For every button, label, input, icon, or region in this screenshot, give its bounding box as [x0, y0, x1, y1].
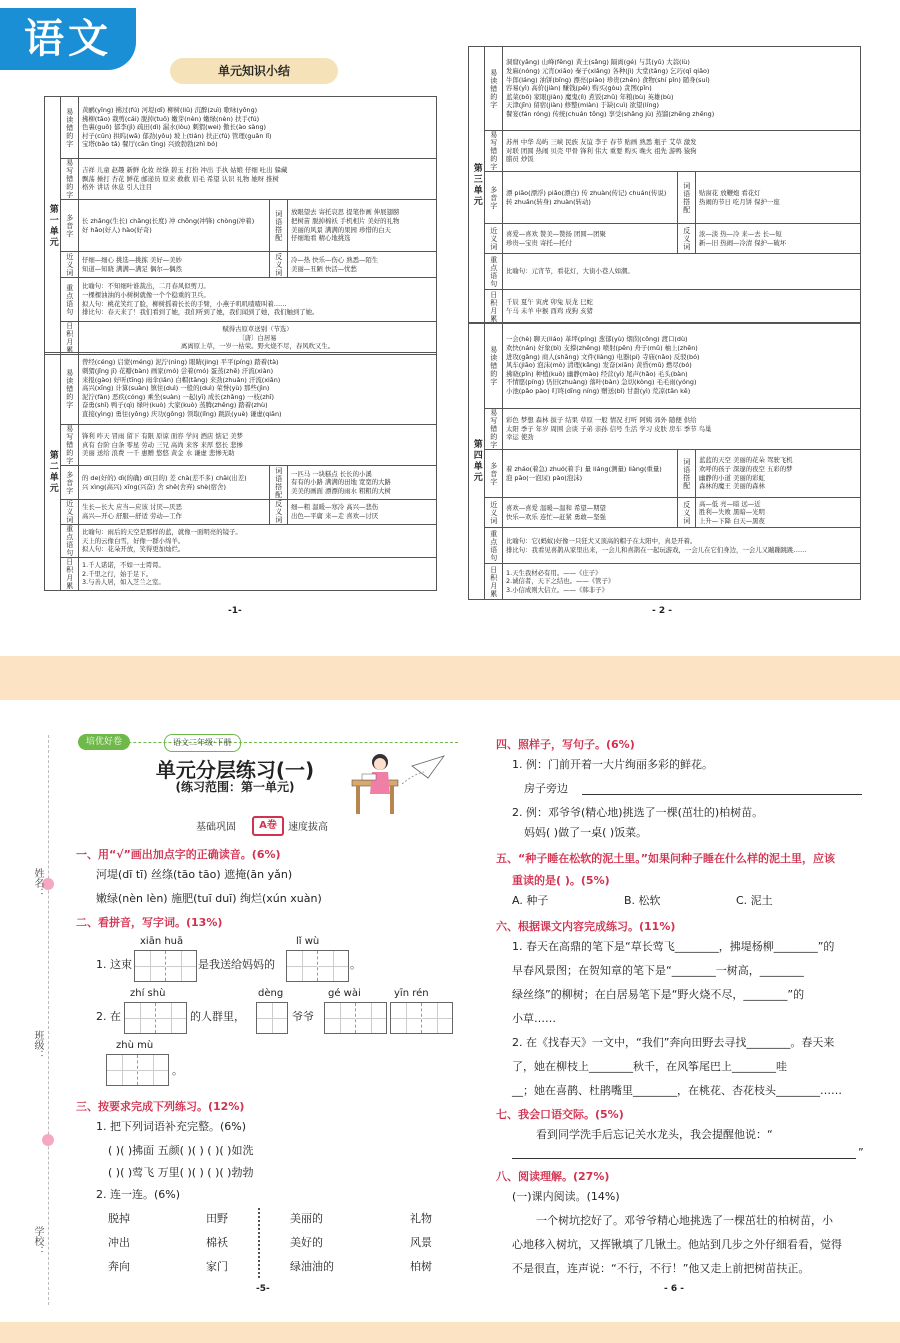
- bottom-band: [0, 1322, 900, 1343]
- margin-school-label: 学校：: [32, 1226, 43, 1256]
- u4-fanyi: 高—低 亮—暗 远—近 胜利—失败 黑暗—光明 上升—下降 白天—黑夜: [696, 498, 861, 528]
- s2-box-7[interactable]: [106, 1054, 169, 1086]
- s2-q1c: 。: [350, 958, 361, 971]
- header-grade: 语文二年级·下册: [164, 734, 241, 752]
- s1-line1: 河堤(dī tī) 丝绦(tāo tāo) 遮掩(ān yǎn): [96, 868, 293, 881]
- cat-fanyi-4: 反义词: [678, 498, 696, 528]
- s2-pinyin-6: yīn rén: [394, 988, 429, 999]
- cat-yixie: 易写错的字: [61, 159, 79, 200]
- u1-duoyin: 长 zhǎng(生长) chǎng(长度) 冲 chōng(冲锋) chòng(冲着) 好 hǎo(好人) hào(好奇): [79, 200, 270, 252]
- s6-line3: 绿丝绦”的柳树；在白居易笔下是“野火烧不尽，________”的: [512, 988, 805, 1001]
- cat-yidu-4: 易读错的字: [485, 323, 503, 409]
- margin-dot-2: [42, 1134, 54, 1146]
- cat-duoyin: 多音字: [61, 200, 79, 252]
- cat-zhongdian-4: 重点语句: [485, 528, 503, 564]
- u1-fanyi: 冷—热 快乐—伤心 熟悉—陌生 美丽—丑陋 快活—忧愁: [288, 252, 437, 278]
- u3-yidu: 洞窟(yǎng) 山峰(fēng) 黄土(sǎng) 隔离(gé) 与其(yǔ) 大蒜(lù) 发麻(nóng) 元宵(xiāo) 秦子(xiǎng) 各种(jì) 大堂(tāng) 乞巧(qǐ qiǎo) 牛郎(láng) 油饼(bǐng) 漂亮(piào) 珍贵(zhēn) 食物(shí pǐn) 随身(suí) 容易(yì) 高价(jiàn) 赚钱(pēi) 购买(gòu) 贪图(pǐn) 蓝菜(bō) 家眼(jiàn) 魔鬼(lì) 煮饭(zhǔ) 年粮(bù) 英雄(bù) 天津(jīn) 留宿(jiàn) 修整(miàn) 于缺(cuì) 欲望(líng) 餐宴(fán róng) 传统(chuán tǒng) 享受(shǎng jù) 蒸馏(zhēng zhēng): [503, 47, 861, 131]
- s4-q1-answer: 房子旁边: [524, 782, 568, 795]
- u4-zhongdian: 比喻句：它(蚂蚁)好像一只狂犬又顶高的帽子在太阳中，真是开着。 排比句：我看见喜鹊从家里出来，一会儿和喜鹊在一起玩游戏，一会儿在它们身边，一会儿又蹦蹦跳跳……: [503, 528, 861, 564]
- cat-yidu-2: 易读错的字: [61, 353, 79, 425]
- s3-q1: 1. 把下列词语补充完整。(6%): [96, 1120, 247, 1133]
- u4-rijilei: 1.天生我材必有用。——《庄子》 2.诚信者，天下之结也。——《管子》 3.小信成则大信立。——《韩非子》: [503, 564, 861, 600]
- u2-dapei: 一匹马 一块糕点 长长的小溪 有有的小路 满满的田地 宽宽的大路 美美的画面 漂漂的雨水 粗粗的大树: [288, 466, 437, 500]
- cat-rijilei-2: 日积月累: [61, 558, 79, 591]
- separator-band: [0, 656, 900, 700]
- page1-number: -1-: [228, 606, 242, 616]
- s5-option-c[interactable]: C. 泥土: [736, 894, 773, 907]
- cat-duoyin-2: 多音字: [61, 466, 79, 500]
- s1-title: 一、用“√”画出加点字的正确读音。(6%): [76, 848, 281, 861]
- s3-q2: 2. 连一连。(6%): [96, 1188, 181, 1201]
- exercise-subtitle: (练习范围：第一单元): [175, 780, 295, 794]
- page1-title: 单元知识小结: [170, 58, 338, 84]
- u2-yixie: 锋利 咋天 冒雨 留下 有限 原谅 面容 学问 酒店 惦记 美梦 真有 台阶 白条 零星 劳动 三兄 高尚 来客 来厚 悠长 悲惨 美丽 送给 浪费 一千 惠赠 悠悠 黄金 水 谦虚 悲惨无助: [79, 425, 437, 466]
- margin-name-label: 姓名：: [32, 868, 43, 898]
- cat-fanyi-2: 反义词: [270, 500, 288, 525]
- u1-dapei: 放眼望去 寄托哀思 提笔作画 伸展翅膀 把树苗 脱掉棉袄 手机相片 美好的礼物 美丽的风景 满满的果园 珍惜的白天 仔细地看 精心地挑选: [288, 200, 437, 252]
- s7-title: 七、我会口语交际。(5%): [496, 1108, 624, 1121]
- u1-yidu: 黄鹂(yīng) 拂过(fú) 河堤(dī) 柳树(liǔ) 沉醉(zuì) 歌咏(yǒng) 拂柳(tāo) 栽剪(cái) 脱掉(tuō) 嫩芽(nèn) 嫩绿(nèn) 扶手(fú) 色裏(guō) 郁李(jì) 疏田(dì) 漏水(lòu) 刺猬(wei) 傲长(ào sàng) 村子(cūn) 拱呜(wā) 郁劲(yǒu) 坡上(tián) 扶正(fú) 管理(guǎn lǐ) 宝塔(bǎo tǎ) 餐厅(cān tīng) 兴致勃勃(zhì bó): [79, 97, 437, 159]
- u4-duoyin: 着 zháo(着急) zhuó(着手) 量 liáng(测量) liàng(重量) 泡 pāo(一泡尿) pào(泡沫): [503, 450, 678, 498]
- cat-dapei-2: 词语搭配: [270, 466, 288, 500]
- cat-rijilei-4: 日积月累: [485, 564, 503, 600]
- cat-zhongdian: 重点语句: [61, 278, 79, 322]
- u3-jinyi: 喜爱—喜欢 赞美—赞扬 团圆—团聚 珍贵—宝贵 寄托—托付: [503, 224, 678, 254]
- u3-yixie: 苏州 中华 岛屿 三峡 民族 友谊 李子 春节 贴画 熟悉 瓶子 艾草 激发 对联 团圆 热闹 贝壳 甲骨 锋利 伟大 重要 购买 晚火 祖先 游鸭 猿狗 腊员 炒饭: [503, 131, 861, 172]
- s7-line2: ”: [858, 1146, 864, 1159]
- cat-fanyi: 反义词: [270, 252, 288, 278]
- cat-rijilei: 日积月累: [61, 322, 79, 355]
- s2-q3: 。: [172, 1064, 183, 1077]
- s7-line1: 看到同学洗手后忘记关水龙头，我会提醒他说：“: [536, 1128, 773, 1141]
- s5-option-b[interactable]: B. 松软: [624, 894, 661, 907]
- s2-pinyin-2: lǐ wù: [296, 936, 320, 947]
- margin-class-label: 班级：: [32, 1030, 43, 1060]
- level-badge: A卷: [252, 816, 284, 836]
- exercise-title: 单元分层练习(一): [155, 758, 315, 782]
- cat-yixie-4: 易写错的字: [485, 409, 503, 450]
- unit3-label: 第三单元: [469, 47, 485, 324]
- cat-dapei-3: 词语搭配: [678, 172, 696, 224]
- s6-line4: 小草……: [512, 1012, 556, 1025]
- u4-jinyi: 喜欢—喜爱 温暖—温和 希望—期望 快乐—欢乐 连忙—赶紧 勇敢—坚强: [503, 498, 678, 528]
- match-divider: [258, 1208, 260, 1278]
- s2-pinyin-7: zhù mù: [116, 1040, 154, 1051]
- s6-line7: __；她在喜鹊、杜鹃嘴里________，在桃花、杏花枝头________……: [512, 1084, 842, 1097]
- unit2-label: 第二单元: [45, 353, 61, 591]
- s6-line6: 了，她在柳枝上________秋千，在风筝尾巴上________哇: [512, 1060, 787, 1073]
- u2-yidu: 曾经(céng) 启蒙(méng) 泥泞(nìng) 眼睛(jing) 平平(píng) 踏着(tà) 刺猬(jǐng jī) 花瓣(bàn) 画家(mó) 尝着(mó) 蛋蒸(zhē) 汗流(xiàn) 来报(gào) 好听(tīng) 雨伞(lǎn) 白帽(tāng) 来劲(zhuǎn) 汗流(xiǎn) 高兴(xīng) 计算(suàn) 镇住(duì) 一般的(duì) 荣誉(yù) 那些(jìn) 泥泞(fàn) 恶疾(cóng) 乘坐(suàn) 一起(yī) 成长(zhǎng) 一枝(zhī) 奋勇(shǐ) 鸭子(qì) 绿叶(kuò) 大家(kuò) 蒸腾(zhēng) 踏着(zhù) 直接(yìng) 勇往(yǒng) 庆功(gōng) 领取(lǐng) 跳跃(yuè) 谦虚(qiān): [79, 353, 437, 425]
- s6-title: 六、根据课文内容完成练习。(11%): [496, 920, 676, 933]
- cat-dapei-4: 词语搭配: [678, 450, 696, 498]
- s2-box-6[interactable]: [390, 1002, 453, 1034]
- u1-rijilei: 赋得古原草送别（节选） 〔唐〕白居易 离离原上草，一岁一枯荣。野火烧不尽，春风吹又生。: [79, 322, 437, 355]
- match-mid-2[interactable]: 棉袄: [206, 1236, 228, 1249]
- s2-box-2[interactable]: [286, 950, 349, 982]
- s2-title: 二、看拼音，写字词。(13%): [76, 916, 223, 929]
- match-r2-1[interactable]: 礼物: [410, 1212, 432, 1225]
- header-tag: 培优好卷: [78, 734, 130, 750]
- cat-rijilei-3: 日积月累: [485, 290, 503, 324]
- s6-line1: 1. 春天在高鼎的笔下是“草长莺飞________，拂堤杨柳________”的: [512, 940, 835, 953]
- s3-row1: ( )( )拂面 五颜( )( ) ( )( )如洗: [108, 1144, 254, 1157]
- u1-zhongdian: 比喻句：不知细叶谁裁出，二月春风似剪刀。 一棵棵油油的小树树就像一个个稳重的卫兵。 拟人句：桃花笑红了脸，柳树摇着长长的手臂，小燕子叽叽喳喳叫着…… 排比句：春天来了！我们看到了她，我们听到了她，我们闻到了她，我们触到了她。: [79, 278, 437, 322]
- match-r2-3[interactable]: 柏树: [410, 1260, 432, 1273]
- s2-q1a: 1. 这束: [96, 958, 132, 971]
- match-r2-2[interactable]: 风景: [410, 1236, 432, 1249]
- s5-option-a[interactable]: A. 种子: [512, 894, 549, 907]
- s2-box-1[interactable]: [134, 950, 197, 982]
- s2-box-3[interactable]: [124, 1002, 187, 1034]
- margin-line: [48, 735, 49, 1305]
- page2-number: - 2 -: [652, 606, 672, 616]
- knowledge-table-page1: [44, 96, 437, 355]
- u4-yixie: 彩色 梦想 森林 拔子 结果 草原 一般 情况 打听 阿姨 郊外 随便 供给 太阳 季子 年岁 周围 会谈 子弟 亲孙 信号 生活 学习 皮肤 房车 季节 鸟巢 幸运 使劲: [503, 409, 861, 450]
- subject-tab: 语文: [0, 8, 136, 70]
- u2-rijilei: 1.千人诺诺，不如一士谔谔。 2.千里之行，始于足下。 3.与善人居，如入芝兰之室。: [79, 558, 437, 591]
- match-r1-3[interactable]: 绿油油的: [290, 1260, 334, 1273]
- level-left: 基础巩固: [196, 822, 236, 833]
- cat-jinyi-2: 近义词: [61, 500, 79, 525]
- s2-pinyin-1: xiān huā: [140, 936, 184, 947]
- cat-duoyin-3: 多音字: [485, 172, 503, 224]
- knowledge-table-page2: [468, 46, 861, 324]
- u3-duoyin: 漂 piāo(漂浮) piǎo(漂白) 传 zhuàn(传记) chuán(传说) 转 zhuǎn(转身) zhuàn(转动): [503, 172, 678, 224]
- unit4-label: 第四单元: [469, 323, 485, 600]
- s8-title: 八、阅读理解。(27%): [496, 1170, 610, 1183]
- s4-title: 四、照样子，写句子。(6%): [496, 738, 635, 751]
- match-r1-2[interactable]: 美好的: [290, 1236, 323, 1249]
- s4-q2: 2. 例：邓爷爷(精心地)挑选了一棵(茁壮的)柏树苗。: [512, 806, 764, 819]
- cat-yixie-3: 易写错的字: [485, 131, 503, 172]
- u3-fanyi: 浓—淡 热—冷 来—去 长—短 新—旧 热闹—冷清 保护—破坏: [696, 224, 861, 254]
- cat-jinyi: 近义词: [61, 252, 79, 278]
- page5-header: [78, 734, 258, 750]
- s8-para3: 不是很直，连声说：“不行，不行！”他又走上前把树苗扶正。: [512, 1262, 810, 1275]
- level-bar: [196, 816, 366, 834]
- s8-sub: (一)课内阅读。(14%): [512, 1190, 620, 1203]
- s2-pinyin-5: gé wài: [328, 988, 361, 999]
- match-left-2[interactable]: 冲出: [108, 1236, 130, 1249]
- s2-pinyin-4: dèng: [258, 988, 284, 999]
- u2-zhongdian: 比喻句：雨后的天空是那样的蓝，就像一面明亮的镜子。 天上的云像白雪，好像一群小绵羊。 拟人句：花朵开放，笑得更加灿烂。: [79, 525, 437, 558]
- u1-jinyi: 仔细—细心 挑选—挑拣 美好—美妙 知道—知晓 满满—满足 偶尔—偶然: [79, 252, 270, 278]
- u2-duoyin: 的 de(好的) dì(的确) dí(目的) 差 chà(差不多) chāi(出差) 兴 xìng(高兴) xīng(兴奋) 舍 shě(舍弃) shè(宿舍): [79, 466, 270, 500]
- page6-number: - 6 -: [664, 1284, 684, 1294]
- cat-jinyi-3: 近义词: [485, 224, 503, 254]
- match-r1-1[interactable]: 美丽的: [290, 1212, 323, 1225]
- u2-fanyi: 细—粗 温暖—寒冷 高兴—悲伤 出色—平庸 来—走 喜欢—讨厌: [288, 500, 437, 525]
- s8-para1: 一个树坑挖好了。邓爷爷精心地挑选了一棵茁壮的柏树苗，小: [536, 1214, 833, 1227]
- cat-zhongdian-3: 重点语句: [485, 254, 503, 290]
- cat-duoyin-4: 多音字: [485, 450, 503, 498]
- cat-zhongdian-2: 重点语句: [61, 525, 79, 558]
- cat-dapei: 词语搭配: [270, 200, 288, 252]
- s2-q2a: 2. 在: [96, 1010, 121, 1023]
- s2-box-5[interactable]: [324, 1002, 387, 1034]
- match-left-1[interactable]: 脱掉: [108, 1212, 130, 1225]
- s7-answer-line[interactable]: [512, 1158, 856, 1159]
- s6-line2: 早春风景图；在贺知章的笔下是“________一树高，________: [512, 964, 804, 977]
- s4-q1-line[interactable]: [582, 794, 862, 795]
- s3-title: 三、按要求完成下列练习。(12%): [76, 1100, 245, 1113]
- u2-jinyi: 生长—长大 应当—应该 讨厌—厌恶 高兴—开心 舒服—舒适 劳动—工作: [79, 500, 270, 525]
- u3-zhongdian: 比喻句：元宵节，看花灯，大街小巷人如潮。: [503, 254, 861, 290]
- cat-fanyi-3: 反义词: [678, 224, 696, 254]
- match-mid-3[interactable]: 家门: [206, 1260, 228, 1273]
- s3-row2: ( )( )莺飞 万里( )( ) ( )( )勃勃: [108, 1166, 254, 1179]
- u3-rijilei: 千辰 夏午 寅虎 卯兔 辰龙 巳蛇 午马 未羊 申猴 酉鸡 戌狗 亥猪: [503, 290, 861, 324]
- u3-dapei: 贴窗花 放鞭炮 看花灯 热闹的节日 吃月饼 保护一座: [696, 172, 861, 224]
- u4-dapei: 蓝蓝的天空 美丽的花朵 驾驶飞机 欢呼的孩子 深邃的夜空 五彩的梦 幽静的小道 美丽的彩虹 森林的魔王 美丽的森林: [696, 450, 861, 498]
- unit1-label: 第一单元: [45, 97, 61, 355]
- s1-line2: 嫩绿(nèn lèn) 施肥(tuī duī) 绚烂(xún xuàn): [96, 892, 322, 905]
- s2-q2c: 爷爷: [292, 1010, 314, 1023]
- level-right: 速度拔高: [288, 822, 328, 833]
- s6-line5: 2. 在《找春天》一文中，“我们”奔向田野去寻找________。春天来: [512, 1036, 835, 1049]
- s4-q2-answer: 妈妈( )做了一桌( )饭菜。: [524, 826, 648, 839]
- cat-jinyi-4: 近义词: [485, 498, 503, 528]
- match-left-3[interactable]: 奔向: [108, 1260, 130, 1273]
- s5-title-2: 重读的是( )。(5%): [512, 874, 610, 887]
- s2-box-4[interactable]: [256, 1002, 288, 1034]
- u1-yixie: 吉祥 儿童 赵趣 新鲜 化妆 丝绦 碧玉 打扮 冲出 手执 姑娘 仔细 吐出 躲藏 飘荡 捶打 杏花 鲜花 邮递员 原来 救救 眉毛 希望 认识 礼物 她呀 推树 格外 讲话 休息 引人注目: [79, 159, 437, 200]
- page5-number: -5-: [256, 1284, 270, 1294]
- cat-yidu-3: 易读错的字: [485, 47, 503, 131]
- knowledge-table-page1-unit2: [44, 352, 437, 591]
- knowledge-table-page2-unit4: [468, 322, 861, 600]
- s5-title-1: 五、“种子睡在松软的泥土里。”如果问种子睡在什么样的泥土里，应该: [496, 852, 835, 865]
- s8-para2: 心地移入树坑，又挥锹填了几锹土。他站到几步之外仔细看看，觉得: [512, 1238, 842, 1251]
- s4-q1: 1. 例：门前开着一大片绚丽多彩的鲜花。: [512, 758, 713, 771]
- u4-yidu: 一会(hè) 聊天(liáo) 革坪(píng) 葱郁(yù) 烟囱(cōng) 渡口(dù) 欢快(nán) 好象(bì) 支撑(zhēng) 喷射(pēn) 舟子(mǔ) 柚上(zhēn) 进攻(gǎng) 商人(shāng) 文件(liàng) 电器(pí) 寺庙(nǎo) 反驳(bó) 风车(jiāo) 泡沫(mò) 清理(kǎng) 发奋(xiān) 黄昏(mǔ) 燃尽(bó) 拂晓(pǐn) 种植(kuò) 幽静(mào) 经营(yì) 尾声(hǎo) 毛头(bàn) 不情愿(píng) 仍旧(zhuàng) 落叶(bàn) 急切(kòng) 毛毛雨(yóng) 小池(pǎo pào) 叮咚(dīng níng) 赠送(bǐ) 甘甜(yì) 荒凉(tǎn kē): [503, 323, 861, 409]
- s2-pinyin-3: zhí shù: [130, 988, 166, 999]
- s2-q1b: 是我送给妈妈的: [198, 958, 275, 971]
- cat-yixie-2: 易写错的字: [61, 425, 79, 466]
- match-mid-1[interactable]: 田野: [206, 1212, 228, 1225]
- cat-yidu: 易读错的字: [61, 97, 79, 159]
- s2-q2b: 的人群里，: [190, 1010, 245, 1023]
